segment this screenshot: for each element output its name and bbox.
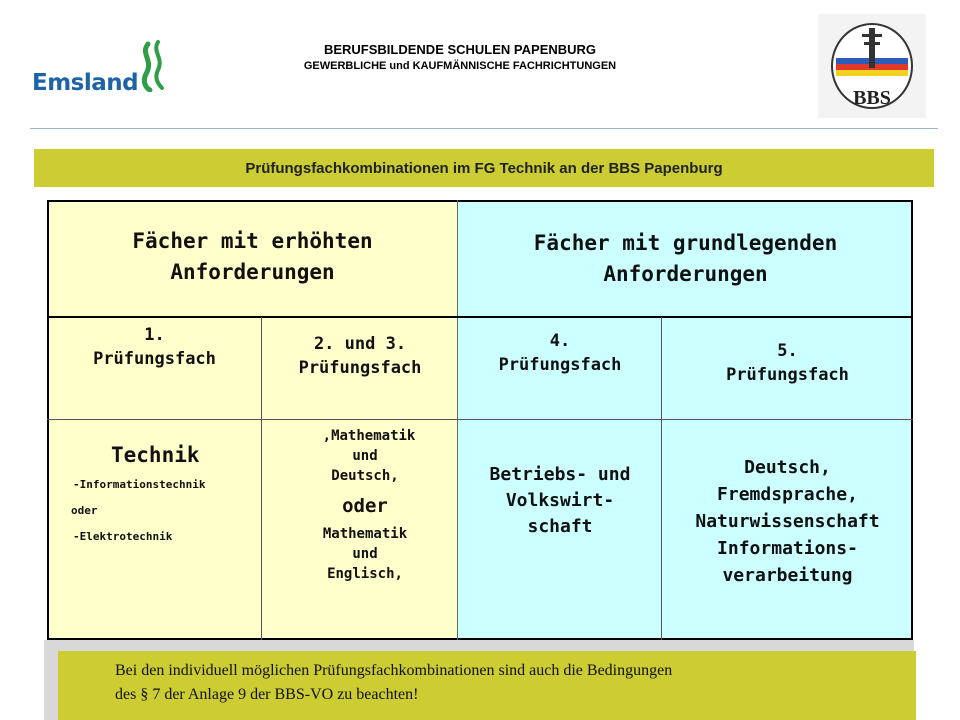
technik-option-or: oder <box>71 504 98 517</box>
emsland-wave-icon <box>138 40 168 92</box>
table-divider-col-4 <box>661 317 662 640</box>
subject-5-number: 5. <box>777 341 798 361</box>
bbs-logo <box>818 14 926 118</box>
bbs-logo-text: BBS <box>853 87 891 109</box>
page-title-banner <box>34 149 934 187</box>
combination-2-line-1: Mathematik <box>322 526 408 542</box>
technik-cell <box>47 420 262 640</box>
general-subjects-cell <box>662 420 913 640</box>
subject-table <box>47 200 913 640</box>
combination-2-line-2: und <box>352 546 378 562</box>
table-divider-row <box>47 419 913 420</box>
combination-or: oder <box>342 495 388 517</box>
economics-line-1: Betriebs- und <box>489 464 631 485</box>
technik-option-1: -Informationstechnik <box>73 478 206 491</box>
emsland-logo-text: Emsland <box>32 70 139 96</box>
subject-cell-2-3 <box>262 317 458 420</box>
subject-1-number: 1. <box>144 325 165 345</box>
footer-note-text <box>115 659 895 707</box>
subject-4-number: 4. <box>549 331 571 351</box>
footer-note <box>58 651 916 720</box>
table-divider-col-2 <box>261 317 262 640</box>
table-divider-group <box>457 200 458 640</box>
header-basic-requirements <box>458 200 913 317</box>
combination-1-line-3: Deutsch, <box>331 468 399 484</box>
footer-note-line-1: Bei den individuell möglichen Prüfungsfachkombinationen sind auch die Bedingungen <box>115 662 673 679</box>
technik-option-2: -Elektrotechnik <box>73 530 173 543</box>
table-divider-header <box>47 316 913 318</box>
combination-1-line-2: und <box>352 448 378 464</box>
subject-cell-5 <box>662 317 913 420</box>
general-subject-4: Informations- <box>717 538 858 559</box>
subject-4-label: Prüfungsfach <box>498 355 622 375</box>
math-combination-cell <box>262 420 458 640</box>
general-subject-5: verarbeitung <box>722 565 853 586</box>
economics-cell <box>458 420 662 640</box>
header-divider <box>30 128 938 129</box>
technik-title: Technik <box>111 443 200 467</box>
header-basic-line-1: Fächer mit grundlegenden <box>533 230 838 255</box>
subject-1-label: Prüfungsfach <box>93 349 216 369</box>
footer-note-line-2: des § 7 der Anlage 9 der BBS-VO zu beachten! <box>115 686 419 703</box>
subject-5-label: Prüfungsfach <box>726 365 849 385</box>
header-basic-line-2: Anforderungen <box>603 261 768 286</box>
subject-2-3-number: 2. und 3. <box>313 334 407 354</box>
header-advanced-requirements <box>47 200 458 317</box>
subject-cell-1 <box>47 317 262 420</box>
table-border-top <box>47 200 913 202</box>
combination-1-line-1: ,Mathematik <box>322 428 416 444</box>
economics-line-3: schaft <box>527 516 593 537</box>
school-name: BERUFSBILDENDE SCHULEN PAPENBURG <box>323 42 597 57</box>
emsland-logo <box>32 40 162 100</box>
general-subject-3: Naturwissenschaft <box>695 511 880 532</box>
general-subject-1: Deutsch, <box>744 457 831 478</box>
combination-2-line-3: Englisch, <box>327 566 403 582</box>
table-border-left <box>47 200 49 640</box>
table-border-right <box>911 200 913 640</box>
economics-line-2: Volkswirt- <box>505 490 615 511</box>
header-advanced-line-1: Fächer mit erhöhten <box>132 228 373 253</box>
header-advanced-line-2: Anforderungen <box>170 259 335 284</box>
subject-cell-4 <box>458 317 662 420</box>
school-subtitle: GEWERBLICHE und KAUFMÄNNISCHE FACHRICHTUNGEN <box>303 60 617 72</box>
page-title: Prüfungsfachkombinationen im FG Technik an der BBS Papenburg <box>245 159 723 177</box>
general-subject-2: Fremdsprache, <box>717 484 858 505</box>
subject-2-3-label: Prüfungsfach <box>298 358 422 378</box>
